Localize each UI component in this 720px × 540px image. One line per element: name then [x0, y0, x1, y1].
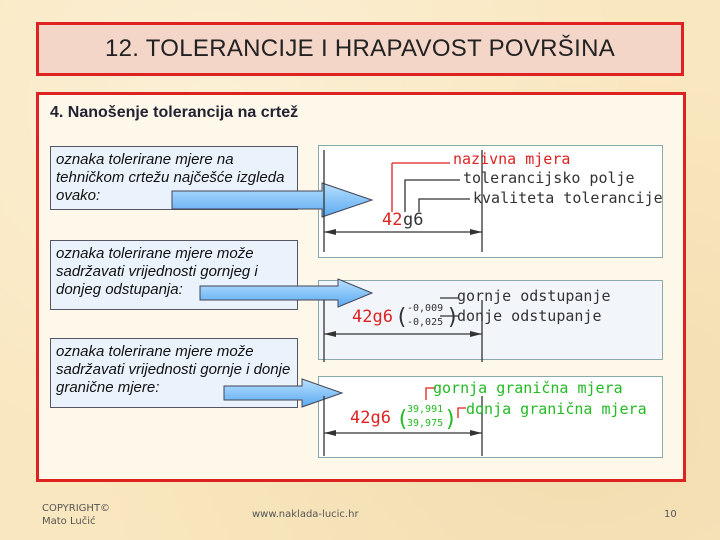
lower-deviation: -0,025: [407, 317, 444, 328]
bracket-open: (: [395, 305, 409, 330]
copyright-line-2: Mato Lučić: [42, 516, 96, 527]
label-tolerancijsko-polje: tolerancijsko polje: [463, 169, 635, 187]
bracket-open: (: [396, 407, 410, 432]
label-gornje-odstupanje: gornje odstupanje: [457, 287, 611, 305]
label-gornja-granicna-mjera: gornja granična mjera: [433, 379, 623, 397]
bracket-close: ): [446, 305, 460, 330]
label-nazivna-mjera: nazivna mjera: [453, 150, 571, 168]
dimension-arrowhead-right: [470, 331, 482, 337]
pointer-arrow-1: [172, 183, 372, 217]
dimension-arrowhead-right: [470, 430, 482, 436]
dimension-arrowhead-left: [324, 229, 336, 235]
upper-deviation: -0,009: [407, 303, 444, 314]
dimension-arrowhead-right: [470, 229, 482, 235]
copyright-notice: [42, 502, 132, 528]
website-link[interactable]: www.naklada-lucic.hr: [252, 509, 359, 520]
dimension-arrowhead-left: [324, 331, 336, 337]
leader-kvaliteta: [419, 199, 470, 212]
bracket-close: ): [444, 407, 458, 432]
leader-donja: [458, 408, 466, 418]
tolerance-symbol: g6: [403, 210, 424, 230]
label-kvaliteta-tolerancije: kvaliteta tolerancije: [473, 189, 663, 207]
note-box-2: oznaka tolerirane mjere može sadržavati vrijednosti gornjeg i donjeg odstupanja:: [50, 240, 298, 310]
dimension-value: 42g6: [352, 307, 393, 327]
note-box-3: oznaka tolerirane mjere može sadržavati vrijednosti gornje i donje granične mjere:: [50, 338, 298, 408]
dimension-value: 42: [382, 210, 403, 230]
slide-title: 12. TOLERANCIJE I HRAPAVOST POVRŠINA: [104, 35, 616, 62]
note-box-1: oznaka tolerirane mjere na tehničkom crtežu najčešće izgleda ovako:: [50, 146, 298, 210]
drawing-1: [324, 150, 663, 252]
page-number: 10: [664, 509, 677, 520]
pointer-arrow-2: [200, 279, 372, 307]
drawing-2: [324, 287, 611, 362]
dimension-arrowhead-left: [324, 430, 336, 436]
label-donja-granicna-mjera: donja granična mjera: [466, 400, 647, 418]
leader-polje: [405, 180, 460, 212]
label-donje-odstupanje: donje odstupanje: [457, 307, 602, 325]
section-subtitle: 4. Nanošenje tolerancija na crtež: [50, 104, 299, 121]
drawing-3: [324, 379, 647, 456]
dimension-value: 42g6: [350, 408, 391, 428]
lower-limit: 39,975: [407, 418, 444, 429]
upper-limit: 39,991: [407, 404, 444, 415]
copyright-line-1: COPYRIGHT©: [42, 503, 111, 514]
